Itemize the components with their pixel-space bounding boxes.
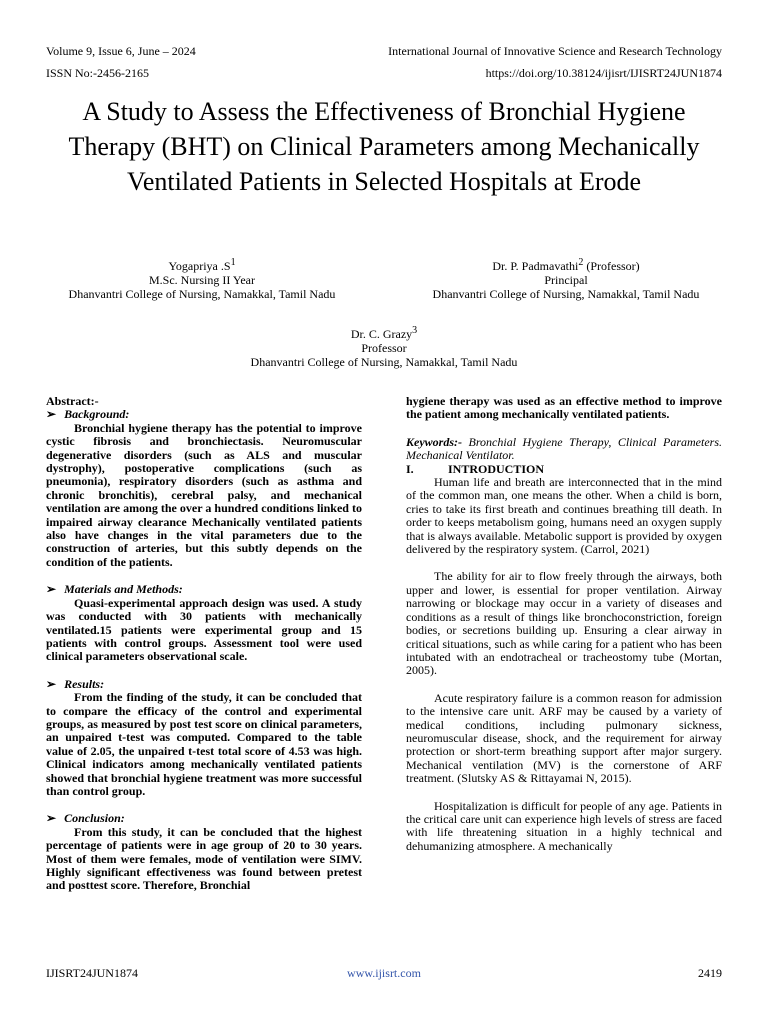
intro-paragraph: Hospitalization is difficult for people of any age. Patients in the critical care unit can experience high levels of stress are faced with life threatening situation in a highly technical and dehumanizing atmosphere. A mechanically bbox=[406, 798, 722, 853]
issn: ISSN No:-2456-2165 bbox=[46, 66, 150, 80]
author-sup: 3 bbox=[412, 325, 418, 336]
background-text: Bronchial hygiene therapy has the potential to improve cystic fibrosis and bronchiectasis. Neuromuscular degenerative disorders (such as ALS and muscular dystrophy), postoperative complications (such as pneumonia), respiratory disorders (such as asthma and chronic bronchitis), cerebral palsy, and mechanical ventilation are among the over a hundred conditions linked to impaired airway clearance Mechanically ventilated patients also have changes in the vital parameters due to the construction of arteries, but this subtly depends on the condition of the patients. bbox=[46, 420, 362, 569]
author-name: Dr. C. Grazy bbox=[350, 327, 413, 341]
methods-text: Quasi-experimental approach design was used. A study was conducted with 30 patients with mechanically ventilated.15 patients were experimental group and 15 patients with control groups. Assessment tool were used clinical parameters observational scale. bbox=[46, 595, 362, 664]
page-footer bbox=[46, 966, 722, 981]
section-number: I. bbox=[406, 461, 414, 476]
conclusion-continued: hygiene therapy was used as an effective method to improve the patient among mechanically ventilated patients. bbox=[406, 394, 722, 422]
arrow-bullet-icon: ➢ bbox=[46, 407, 57, 422]
arrow-bullet-icon: ➢ bbox=[46, 676, 57, 691]
results-text: From the finding of the study, it can be concluded that to compare the efficacy of the control and experimental groups, as measured by post test score on clinical parameters, an unpaired t-test was computed. Compared to the table value of 2.05, the unpaired t-test total score of 4.53 was high. Clinical indicators among mechanically ventilated patients showed that bronchial hygiene treatment was more successful than control group. bbox=[46, 690, 362, 798]
author-role: Principal bbox=[544, 273, 588, 287]
keywords-label: Keywords:- bbox=[406, 434, 462, 449]
author-3 bbox=[184, 324, 584, 369]
journal-name: International Journal of Innovative Science and Research Technology bbox=[388, 44, 722, 58]
running-header-bottom bbox=[46, 66, 722, 80]
conclusion-heading: ➢ Conclusion: bbox=[46, 811, 125, 826]
intro-paragraph: Acute respiratory failure is a common reason for admission to the intensive care unit. ARF may be caused by a variety of medical conditions, including pulmonary sickness, neuromuscular disease, shock, and the requirement for airway protection or short-term breathing support after major surgery. Mechanical ventilation (MV) is the cornerstone of ARF treatment. (Slutsky AS & Rittayamai N, 2015). bbox=[406, 690, 722, 786]
conclusion-text: From this study, it can be concluded that the highest percentage of patients were in age group of 20 to 30 years. Most of them were females, mode of ventilation were SIMV. Highly significant effectiveness was found between pretest and posttest score. Therefore, Bronchial bbox=[46, 824, 362, 893]
arrow-bullet-icon: ➢ bbox=[46, 582, 57, 597]
author-sup: 2 bbox=[578, 257, 584, 268]
author-affiliation: Dhanvantri College of Nursing, Namakkal, Tamil Nadu bbox=[250, 355, 518, 369]
author-affiliation: Dhanvantri College of Nursing, Namakkal, Tamil Nadu bbox=[432, 287, 700, 301]
paper-title: A Study to Assess the Effectiveness of Bronchial Hygiene Therapy (BHT) on Clinical Parameters among Mechanically Ventilated Patients in Selected Hospitals at Erode bbox=[68, 97, 700, 196]
doi-link[interactable]: https://doi.org/10.38124/ijisrt/IJISRT24JUN1874 bbox=[485, 66, 722, 80]
author-role: M.Sc. Nursing II Year bbox=[149, 273, 255, 287]
running-header-top bbox=[46, 44, 722, 58]
methods-heading: ➢ Materials and Methods: bbox=[46, 582, 183, 597]
author-affiliation: Dhanvantri College of Nursing, Namakkal, Tamil Nadu bbox=[68, 287, 336, 301]
author-1 bbox=[46, 256, 358, 301]
author-2 bbox=[410, 256, 722, 301]
author-suffix: (Professor) bbox=[583, 259, 640, 273]
right-column bbox=[406, 395, 722, 853]
footer-article-id: IJISRT24JUN1874 bbox=[46, 966, 138, 980]
author-name: Yogapriya .S bbox=[168, 259, 231, 273]
intro-paragraph: The ability for air to flow freely through the airways, both upper and lower, is essential for proper ventilation. Airway narrowing or blockage may occur in a variety of diseases and conditions as a result of things like bronchoconstriction, foreign bodies, or secretions building up. Ensuring a clear airway in critical situations, such as while caring for a patient who has been intubated with an endotracheal or tracheostomy tube (Mortan, 2005). bbox=[406, 569, 722, 678]
volume-issue: Volume 9, Issue 6, June – 2024 bbox=[46, 44, 196, 58]
abstract-label: Abstract:- bbox=[46, 394, 99, 408]
left-column bbox=[46, 395, 362, 893]
footer-website-link[interactable]: www.ijisrt.com bbox=[347, 966, 421, 980]
keywords-text: Bronchial Hygiene Therapy, Clinical Parameters. Mechanical Ventilator. bbox=[406, 434, 722, 463]
intro-paragraph: Human life and breath are interconnected that in the mind of the common man, one means the other. When a child is born, cries to take its first breath and continues breathing till death. In order to keeps metabolism going, humans need an oxygen supply that is always available. Metabolic support is provided by oxygen delivered by the respiratory system. (Carrol, 2021) bbox=[406, 475, 722, 557]
background-heading: ➢ Background: bbox=[46, 407, 130, 422]
section-heading-introduction bbox=[406, 463, 722, 476]
keywords bbox=[406, 436, 722, 463]
results-heading: ➢ Results: bbox=[46, 676, 105, 691]
page-number: 2419 bbox=[698, 966, 722, 980]
author-name: Dr. P. Padmavathi bbox=[492, 259, 579, 273]
author-sup: 1 bbox=[230, 257, 236, 268]
author-role: Professor bbox=[361, 341, 407, 355]
arrow-bullet-icon: ➢ bbox=[46, 811, 57, 826]
section-title: INTRODUCTION bbox=[448, 461, 545, 476]
